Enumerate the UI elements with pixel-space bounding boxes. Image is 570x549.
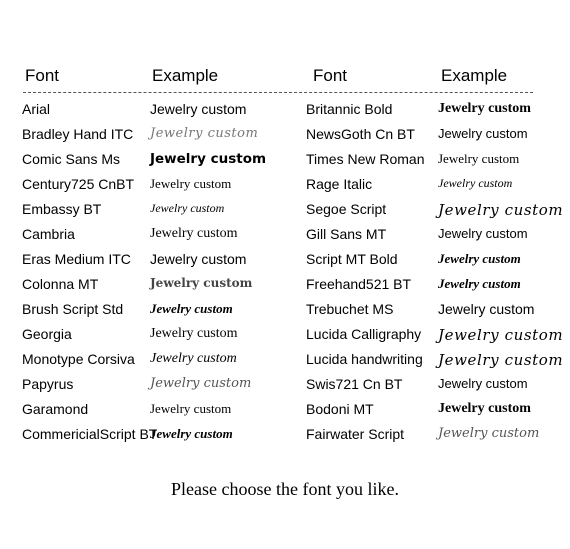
font-name: Garamond [22, 401, 89, 417]
header-font-left: Font [25, 66, 60, 85]
font-sample: Jewelry custom [150, 401, 232, 416]
font-name: Segoe Script [306, 201, 387, 217]
font-name: Rage Italic [306, 176, 373, 192]
font-name: Monotype Corsiva [22, 351, 135, 367]
font-sample: Jewelry custom [438, 376, 528, 391]
font-row-right [0, 251, 570, 275]
font-row-right [0, 276, 570, 300]
font-sample: Jewelry custom [438, 426, 540, 441]
font-name: Cambria [22, 226, 75, 242]
font-sample: Jewelry custom [438, 351, 564, 369]
font-name: CommericialScript BT [22, 426, 158, 442]
header-example-left: Example [152, 66, 219, 85]
header-divider [23, 92, 533, 93]
font-row-right [0, 101, 570, 125]
font-sample: Jewelry custom [150, 101, 247, 117]
font-sample: Jewelry custom [438, 301, 535, 317]
font-name: Gill Sans MT [306, 226, 387, 242]
font-name: NewsGoth Cn BT [306, 126, 415, 142]
font-sample: Jewelry custom [438, 126, 528, 141]
font-name: Embassy BT [22, 201, 102, 217]
font-name: Century725 CnBT [22, 176, 135, 192]
font-name: Bradley Hand ITC [22, 126, 134, 142]
header-example-right: Example [441, 66, 508, 85]
font-name: Script MT Bold [306, 251, 398, 267]
font-sample: Jewelry custom [150, 126, 259, 141]
font-row-right [0, 426, 570, 450]
font-name: Colonna MT [22, 276, 99, 292]
font-name: Fairwater Script [306, 426, 405, 442]
font-name: Papyrus [22, 376, 74, 392]
font-sample: Jewelry custom [438, 201, 564, 219]
font-sample: Jewelry custom [150, 226, 238, 241]
font-name: Lucida handwriting [306, 351, 423, 367]
font-sample: Jewelry custom [438, 326, 564, 344]
font-sample: Jewelry custom [150, 301, 233, 316]
font-sample: Jewelry custom [150, 426, 233, 441]
font-row-right [0, 226, 570, 250]
font-sample: Jewelry custom [438, 226, 528, 241]
font-sample: Jewelry custom [150, 176, 232, 191]
font-name: Arial [22, 101, 51, 117]
font-row-right [0, 401, 570, 425]
font-sample: Jewelry custom [438, 276, 521, 291]
font-name: Swis721 Cn BT [306, 376, 403, 392]
font-row-right [0, 376, 570, 400]
font-name: Britannic Bold [306, 101, 393, 117]
font-name: Freehand521 BT [306, 276, 412, 292]
font-name: Times New Roman [306, 151, 425, 167]
font-name: Brush Script Std [22, 301, 124, 317]
font-row-right [0, 351, 570, 375]
font-name: Eras Medium ITC [22, 251, 131, 267]
font-sample: Jewelry custom [150, 201, 225, 215]
font-name: Bodoni MT [306, 401, 374, 417]
font-row-right [0, 201, 570, 225]
font-row-right [0, 126, 570, 150]
font-sample: Jewelry custom [150, 376, 252, 391]
font-name: Trebuchet MS [306, 301, 394, 317]
font-sample: Jewelry custom [438, 101, 531, 116]
font-name: Lucida Calligraphy [306, 326, 422, 342]
font-name: Comic Sans Ms [22, 151, 121, 167]
font-sample: Jewelry custom [150, 251, 247, 267]
font-sample: Jewelry custom [438, 401, 531, 416]
font-sample: Jewelry custom [150, 351, 237, 366]
header-font-right: Font [313, 66, 348, 85]
footer-note: Please choose the font you like. [171, 479, 399, 499]
font-sample: Jewelry custom [150, 326, 238, 341]
font-sample: Jewelry custom [438, 151, 520, 166]
font-sample: Jewelry custom [438, 251, 521, 266]
font-row-right [0, 151, 570, 175]
font-sample: Jewelry custom [438, 176, 513, 190]
font-row-right [0, 176, 570, 200]
font-name: Georgia [22, 326, 72, 342]
font-sample: Jewelry custom [150, 276, 253, 290]
font-row-right [0, 326, 570, 350]
font-row-right [0, 301, 570, 325]
font-sample: Jewelry custom [150, 151, 267, 167]
